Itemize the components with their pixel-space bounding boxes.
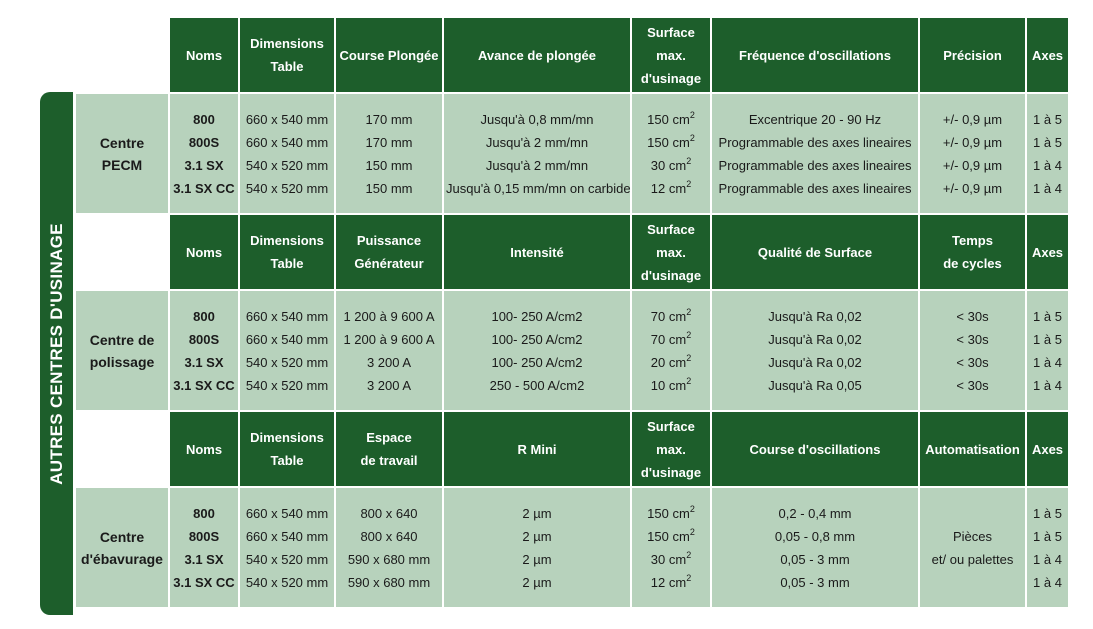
column-header: Surface max. d'usinage xyxy=(631,214,711,290)
value-line: 1 à 4 xyxy=(1033,377,1062,393)
column-header: Intensité xyxy=(443,214,631,290)
section-body-row xyxy=(75,290,1069,411)
value-line: 20 $cm^2$ xyxy=(650,352,692,370)
value-line: 660 x 540 mm xyxy=(245,111,329,127)
value-line: +/- 0,9 µm xyxy=(942,134,1003,150)
model-name: 3.1 SX CC xyxy=(173,574,235,590)
values-cell xyxy=(919,93,1026,214)
value-line: 540 x 520 mm xyxy=(245,157,329,173)
model-name: 3.1 SX xyxy=(184,551,224,567)
value-line: 660 x 540 mm xyxy=(245,134,329,150)
value-line: +/- 0,9 µm xyxy=(942,157,1003,173)
value-line: 100- 250 A/cm2 xyxy=(491,354,583,370)
value-line: Programmable des axes lineaires xyxy=(718,180,912,196)
column-header: Précision xyxy=(919,17,1026,93)
model-name: 800 xyxy=(193,111,215,127)
value-line: 2 µm xyxy=(522,574,552,590)
column-header: Axes xyxy=(1026,214,1069,290)
value-line: 170 mm xyxy=(365,134,413,150)
value-line: 70 $cm^2$ xyxy=(650,329,692,347)
model-name: 3.1 SX xyxy=(184,354,224,370)
model-name: 800S xyxy=(188,134,220,150)
values-cell xyxy=(631,93,711,214)
values-cell xyxy=(1026,290,1069,411)
section-body-row xyxy=(75,93,1069,214)
value-line: 3 200 A xyxy=(366,354,412,370)
value-line: < 30s xyxy=(956,354,989,370)
value-line: 540 x 520 mm xyxy=(245,180,329,196)
value-line: 540 x 520 mm xyxy=(245,354,329,370)
values-cell xyxy=(335,487,443,608)
header-spacer-cell xyxy=(75,17,169,93)
value-line: 1 à 4 xyxy=(1033,551,1062,567)
value-line: 10 $cm^2$ xyxy=(650,375,692,393)
section-header-row xyxy=(75,411,1069,487)
value-line: +/- 0,9 µm xyxy=(942,111,1003,127)
value-line: 30 $cm^2$ xyxy=(650,549,692,567)
values-cell xyxy=(335,290,443,411)
value-line: 250 - 500 A/cm2 xyxy=(489,377,585,393)
column-header: Fréquence d'oscillations xyxy=(711,17,919,93)
values-cell xyxy=(443,487,631,608)
value-line: Jusqu'à Ra 0,02 xyxy=(768,354,862,370)
side-category-label: AUTRES CENTRES D'USINAGE xyxy=(46,222,66,485)
column-header: Dimensions Table xyxy=(239,214,335,290)
value-line: 660 x 540 mm xyxy=(245,528,329,544)
values-cell xyxy=(239,93,335,214)
value-line: Jusqu'à Ra 0,02 xyxy=(768,331,862,347)
column-header: Puissance Générateur xyxy=(335,214,443,290)
value-line: Excentrique 20 - 90 Hz xyxy=(748,111,882,127)
value-line: Jusqu'à 2 mm/mn xyxy=(485,157,589,173)
value-line: 70 $cm^2$ xyxy=(650,306,692,324)
section-name: Centre PECM xyxy=(75,93,169,214)
value-line: Jusqu'à 0,8 mm/mn xyxy=(480,111,594,127)
value-line: 660 x 540 mm xyxy=(245,331,329,347)
model-names-cell xyxy=(169,290,239,411)
value-line: 800 x 640 xyxy=(360,528,418,544)
section-name: Centre d'ébavurage xyxy=(75,487,169,608)
machining-centers-table xyxy=(74,16,1070,609)
value-line: 1 à 5 xyxy=(1033,528,1062,544)
value-line: 540 x 520 mm xyxy=(245,574,329,590)
value-line: 3 200 A xyxy=(366,377,412,393)
value-line: 150 $cm^2$ xyxy=(647,503,695,521)
values-cell xyxy=(335,93,443,214)
column-header: Axes xyxy=(1026,17,1069,93)
value-line: 1 à 5 xyxy=(1033,505,1062,521)
values-cell xyxy=(711,93,919,214)
value-line: 150 $cm^2$ xyxy=(647,109,695,127)
value-line: 150 mm xyxy=(365,180,413,196)
value-line: 660 x 540 mm xyxy=(245,505,329,521)
value-line: 100- 250 A/cm2 xyxy=(491,308,583,324)
values-cell xyxy=(919,290,1026,411)
value-line: 100- 250 A/cm2 xyxy=(491,331,583,347)
value-line: +/- 0,9 µm xyxy=(942,180,1003,196)
value-line: Jusqu'à Ra 0,05 xyxy=(768,377,862,393)
header-spacer-cell xyxy=(75,214,169,290)
value-line: 2 µm xyxy=(522,528,552,544)
value-line: 1 200 à 9 600 A xyxy=(343,331,435,347)
section-name: Centre de polissage xyxy=(75,290,169,411)
column-header: Noms xyxy=(169,411,239,487)
value-line: 12 $cm^2$ xyxy=(650,572,692,590)
value-line: 1 à 4 xyxy=(1033,354,1062,370)
section-header-row xyxy=(75,17,1069,93)
column-header: Noms xyxy=(169,17,239,93)
side-category-tab xyxy=(40,92,73,615)
value-line: 0,05 - 3 mm xyxy=(780,551,850,567)
value-line: 0,05 - 3 mm xyxy=(780,574,850,590)
values-cell xyxy=(1026,487,1069,608)
column-header: Espace de travail xyxy=(335,411,443,487)
column-header: Course Plongée xyxy=(335,17,443,93)
value-line: 170 mm xyxy=(365,111,413,127)
value-line: < 30s xyxy=(956,308,989,324)
value-line: 1 à 4 xyxy=(1033,574,1062,590)
column-header: Automatisation xyxy=(919,411,1026,487)
value-line: < 30s xyxy=(956,377,989,393)
value-line: 660 x 540 mm xyxy=(245,308,329,324)
value-line: Jusqu'à Ra 0,02 xyxy=(768,308,862,324)
value-line: 1 à 4 xyxy=(1033,180,1062,196)
value-line: 2 µm xyxy=(522,505,552,521)
value-line: 1 à 5 xyxy=(1033,111,1062,127)
value-line: 1 200 à 9 600 A xyxy=(343,308,435,324)
model-name: 800 xyxy=(193,505,215,521)
column-header: Qualité de Surface xyxy=(711,214,919,290)
values-cell xyxy=(239,290,335,411)
value-line: 150 mm xyxy=(365,157,413,173)
values-cell xyxy=(711,487,919,608)
values-cell xyxy=(443,93,631,214)
value-line: 590 x 680 mm xyxy=(347,574,431,590)
column-header: Axes xyxy=(1026,411,1069,487)
values-cell xyxy=(443,290,631,411)
column-header: Dimensions Table xyxy=(239,411,335,487)
model-name: 3.1 SX xyxy=(184,157,224,173)
model-name: 800 xyxy=(193,308,215,324)
value-line: 12 $cm^2$ xyxy=(650,178,692,196)
model-name: 3.1 SX CC xyxy=(173,180,235,196)
value-line: 0,2 - 0,4 mm xyxy=(778,505,852,521)
value-line: 540 x 520 mm xyxy=(245,551,329,567)
value-line: 540 x 520 mm xyxy=(245,377,329,393)
section-header-row xyxy=(75,214,1069,290)
value-line: 2 µm xyxy=(522,551,552,567)
header-spacer-cell xyxy=(75,411,169,487)
value-line: 1 à 5 xyxy=(1033,134,1062,150)
value-line: 0,05 - 0,8 mm xyxy=(774,528,856,544)
column-header: Temps de cycles xyxy=(919,214,1026,290)
values-cell xyxy=(631,487,711,608)
model-name: 800S xyxy=(188,331,220,347)
value-line: Jusqu'à 2 mm/mn xyxy=(485,134,589,150)
column-header: Noms xyxy=(169,214,239,290)
value-line: Programmable des axes lineaires xyxy=(718,157,912,173)
value-line: 30 $cm^2$ xyxy=(650,155,692,173)
column-header: Dimensions Table xyxy=(239,17,335,93)
value-line: 1 à 4 xyxy=(1033,157,1062,173)
model-names-cell xyxy=(169,93,239,214)
values-cell xyxy=(239,487,335,608)
value-line: 800 x 640 xyxy=(360,505,418,521)
column-header: Course d'oscillations xyxy=(711,411,919,487)
column-header: Surface max. d'usinage xyxy=(631,411,711,487)
value-line: 590 x 680 mm xyxy=(347,551,431,567)
merged-value-cell: Pièces et/ ou palettes xyxy=(919,487,1026,608)
values-cell xyxy=(631,290,711,411)
model-name: 800S xyxy=(188,528,220,544)
value-line: 1 à 5 xyxy=(1033,331,1062,347)
model-name: 3.1 SX CC xyxy=(173,377,235,393)
value-line: 150 $cm^2$ xyxy=(647,132,695,150)
column-header: Avance de plongée xyxy=(443,17,631,93)
values-cell xyxy=(1026,93,1069,214)
value-line: 150 $cm^2$ xyxy=(647,526,695,544)
value-line: < 30s xyxy=(956,331,989,347)
column-header: Surface max. d'usinage xyxy=(631,17,711,93)
values-cell xyxy=(711,290,919,411)
model-names-cell xyxy=(169,487,239,608)
value-line: Jusqu'à 0,15 mm/mn on carbide xyxy=(446,180,631,196)
column-header: R Mini xyxy=(443,411,631,487)
value-line: 1 à 5 xyxy=(1033,308,1062,324)
section-body-row xyxy=(75,487,1069,608)
value-line: Programmable des axes lineaires xyxy=(718,134,912,150)
